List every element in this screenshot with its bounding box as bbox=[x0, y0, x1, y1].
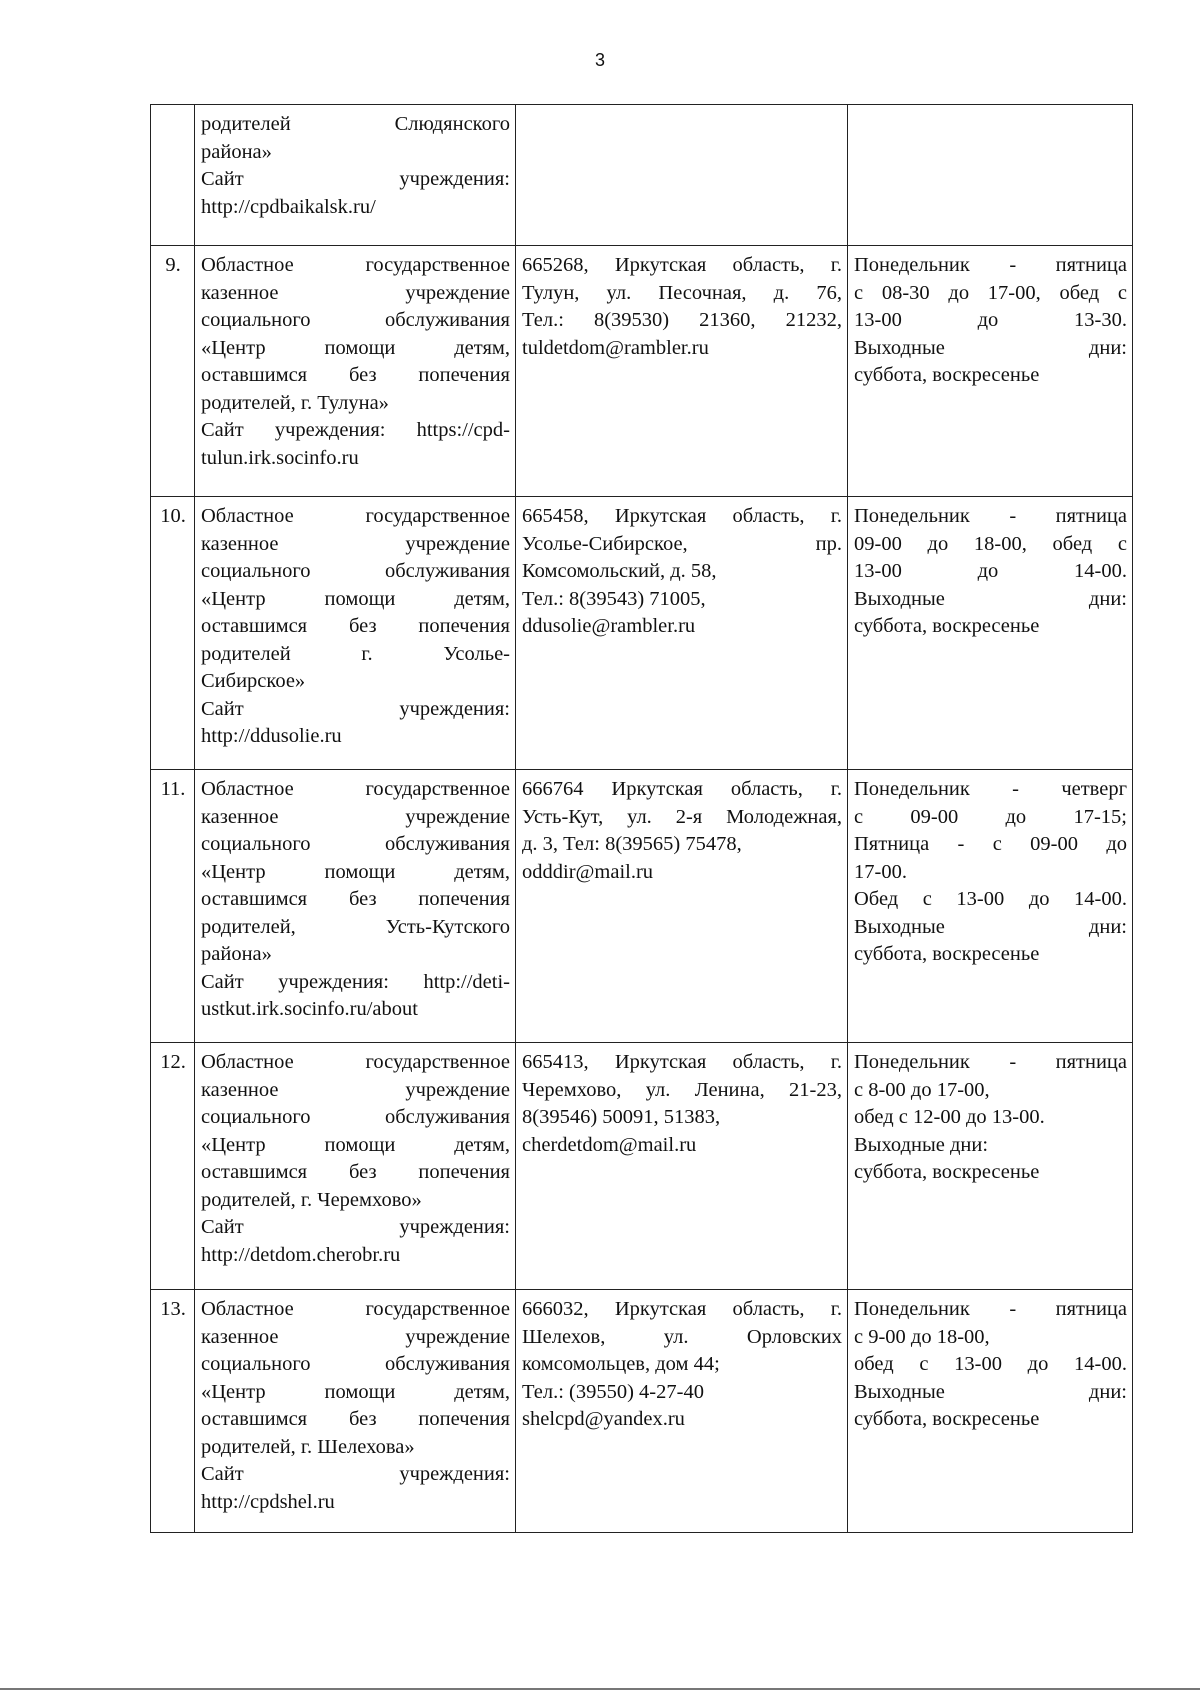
institution-name-line: Сайт учреждения: bbox=[201, 1463, 510, 1485]
working-hours-line: Понедельник - пятница bbox=[854, 1298, 1127, 1320]
working-hours-line: 09-00 до 18-00, обед с bbox=[854, 532, 1127, 555]
working-hours-line: Выходные дни: bbox=[854, 1380, 1127, 1403]
institution-name-line: родителей, г. Тулуна» bbox=[201, 391, 389, 414]
working-hours-cell bbox=[848, 1290, 1133, 1533]
institution-name-line: Областное государственное bbox=[201, 254, 510, 276]
working-hours-line: Понедельник - четверг bbox=[854, 778, 1127, 800]
institution-name-line: социального обслуживания bbox=[201, 1106, 510, 1128]
institution-name-line: района» bbox=[201, 140, 272, 163]
institution-name-line: оставшимся без попечения bbox=[201, 1161, 510, 1183]
address-cell bbox=[516, 1290, 848, 1533]
address-line: д. 3, Тел: 8(39565) 75478, bbox=[522, 833, 742, 855]
page-bottom-rule bbox=[0, 1688, 1200, 1690]
address-line: 665458, Иркутская область, г. bbox=[522, 505, 842, 527]
working-hours-line: с 8-00 до 17-00, bbox=[854, 1078, 990, 1101]
working-hours-cell bbox=[848, 770, 1133, 1043]
address-line: Шелехов, ул. Орловских bbox=[522, 1325, 842, 1348]
address-line: ddusolie@rambler.ru bbox=[522, 615, 696, 637]
row-number: 12. bbox=[151, 1043, 195, 1290]
institution-name-cell bbox=[195, 1043, 516, 1290]
address-line: 666032, Иркутская область, г. bbox=[522, 1298, 842, 1320]
table-row bbox=[151, 246, 1133, 497]
institution-name-line: оставшимся без попечения bbox=[201, 888, 510, 910]
institution-name-line: «Центр помощи детям, bbox=[201, 587, 510, 610]
institution-name-line: оставшимся без попечения bbox=[201, 364, 510, 386]
address-line: комсомольцев, дом 44; bbox=[522, 1353, 720, 1375]
institution-name-line: социального обслуживания bbox=[201, 833, 510, 855]
institution-name-line: Областное государственное bbox=[201, 505, 510, 527]
working-hours-line: Понедельник - пятница bbox=[854, 1051, 1127, 1073]
table-row bbox=[151, 105, 1133, 246]
institution-name-line: казенное учреждение bbox=[201, 1325, 510, 1348]
working-hours-line: 17-00. bbox=[854, 860, 907, 883]
working-hours-line: обед с 13-00 до 14-00. bbox=[854, 1353, 1127, 1375]
page-number: 3 bbox=[594, 50, 605, 70]
table-row bbox=[151, 770, 1133, 1043]
institution-name-line: Сайт учреждения: bbox=[201, 697, 510, 720]
institution-name-cell bbox=[195, 1290, 516, 1533]
institution-name-line: социального обслуживания bbox=[201, 1353, 510, 1375]
working-hours-line: суббота, воскресенье bbox=[854, 615, 1040, 637]
address-line: 665413, Иркутская область, г. bbox=[522, 1051, 842, 1073]
working-hours-line: обед с 12-00 до 13-00. bbox=[854, 1106, 1045, 1128]
row-number bbox=[151, 105, 195, 246]
table-row bbox=[151, 497, 1133, 770]
institution-name-line: Сибирское» bbox=[201, 670, 306, 692]
institution-name-cell bbox=[195, 246, 516, 497]
working-hours-line: Пятница - с 09-00 до bbox=[854, 833, 1127, 855]
working-hours-line: с 08-30 до 17-00, обед с bbox=[854, 281, 1127, 304]
row-number: 11. bbox=[151, 770, 195, 1043]
address-line: odddir@mail.ru bbox=[522, 860, 654, 883]
institution-name-line: родителей г. Усолье- bbox=[201, 642, 510, 665]
address-line: 666764 Иркутская область, г. bbox=[522, 778, 842, 800]
institution-name-line: социального обслуживания bbox=[201, 309, 510, 331]
working-hours-cell bbox=[848, 105, 1133, 246]
working-hours-line: Понедельник - пятница bbox=[854, 254, 1127, 276]
working-hours-line: с 09-00 до 17-15; bbox=[854, 805, 1127, 828]
working-hours-line: Выходные дни: bbox=[854, 336, 1127, 359]
row-number: 13. bbox=[151, 1290, 195, 1533]
institutions-table bbox=[150, 104, 1133, 1533]
working-hours-line: суббота, воскресенье bbox=[854, 1408, 1040, 1430]
working-hours-line: суббота, воскресенье bbox=[854, 943, 1040, 965]
address-line: Тулун, ул. Песочная, д. 76, bbox=[522, 281, 842, 304]
address-line: tuldetdom@rambler.ru bbox=[522, 336, 709, 359]
institution-name-line: социального обслуживания bbox=[201, 560, 510, 582]
working-hours-cell bbox=[848, 246, 1133, 497]
institution-name-line: http://detdom.cherobr.ru bbox=[201, 1243, 401, 1266]
address-line: Тел.: (39550) 4-27-40 bbox=[522, 1380, 704, 1403]
address-line: Усть-Кут, ул. 2-я Молодежная, bbox=[522, 805, 842, 828]
table-row bbox=[151, 1290, 1133, 1533]
institution-name-line: родителей, г. Черемхово» bbox=[201, 1188, 422, 1211]
institution-name-line: казенное учреждение bbox=[201, 281, 510, 304]
institution-name-line: района» bbox=[201, 943, 272, 965]
institution-name-line: оставшимся без попечения bbox=[201, 615, 510, 637]
working-hours-line: с 9-00 до 18-00, bbox=[854, 1325, 990, 1348]
institution-name-line: казенное учреждение bbox=[201, 805, 510, 828]
address-cell bbox=[516, 105, 848, 246]
address-cell bbox=[516, 1043, 848, 1290]
institution-name-cell bbox=[195, 105, 516, 246]
institution-name-line: Сайт учреждения: https://cpd- bbox=[201, 419, 510, 441]
address-cell bbox=[516, 246, 848, 497]
address-cell bbox=[516, 497, 848, 770]
working-hours-line: Выходные дни: bbox=[854, 587, 1127, 610]
institution-name-line: Областное государственное bbox=[201, 778, 510, 800]
address-line: Усолье-Сибирское, пр. bbox=[522, 532, 842, 555]
institution-name-line: http://cpdshel.ru bbox=[201, 1490, 335, 1513]
working-hours-line: 13-00 до 14-00. bbox=[854, 560, 1127, 582]
address-cell bbox=[516, 770, 848, 1043]
institution-name-cell bbox=[195, 770, 516, 1043]
address-line: Тел.: 8(39530) 21360, 21232, bbox=[522, 309, 842, 331]
institution-name-line: http://ddusolie.ru bbox=[201, 725, 342, 747]
institution-name-line: «Центр помощи детям, bbox=[201, 1380, 510, 1403]
institution-name-cell bbox=[195, 497, 516, 770]
institution-name-line: «Центр помощи детям, bbox=[201, 336, 510, 359]
institution-name-line: родителей Слюдянского bbox=[201, 113, 510, 135]
institution-name-line: Областное государственное bbox=[201, 1298, 510, 1320]
institution-name-line: http://cpdbaikalsk.ru/ bbox=[201, 195, 376, 218]
institution-name-line: родителей, Усть-Кутского bbox=[201, 915, 510, 938]
working-hours-line: Понедельник - пятница bbox=[854, 505, 1127, 527]
working-hours-line: суббота, воскресенье bbox=[854, 1161, 1040, 1183]
address-line: 8(39546) 50091, 51383, bbox=[522, 1106, 721, 1128]
address-line: 665268, Иркутская область, г. bbox=[522, 254, 842, 276]
institution-name-line: казенное учреждение bbox=[201, 1078, 510, 1101]
institution-name-line: Сайт учреждения: bbox=[201, 168, 510, 190]
address-line: cherdetdom@mail.ru bbox=[522, 1133, 697, 1156]
address-line: Черемхово, ул. Ленина, 21-23, bbox=[522, 1078, 842, 1101]
institution-name-line: tulun.irk.socinfo.ru bbox=[201, 446, 359, 469]
working-hours-line: Обед с 13-00 до 14-00. bbox=[854, 888, 1127, 910]
table-body bbox=[151, 105, 1133, 1533]
institution-name-line: «Центр помощи детям, bbox=[201, 860, 510, 883]
institution-name-line: «Центр помощи детям, bbox=[201, 1133, 510, 1156]
working-hours-cell bbox=[848, 1043, 1133, 1290]
row-number: 10. bbox=[151, 497, 195, 770]
institution-name-line: родителей, г. Шелехова» bbox=[201, 1435, 415, 1458]
address-line: Комсомольский, д. 58, bbox=[522, 560, 717, 582]
working-hours-cell bbox=[848, 497, 1133, 770]
institution-name-line: Сайт учреждения: http://deti- bbox=[201, 970, 510, 993]
working-hours-line: 13-00 до 13-30. bbox=[854, 309, 1127, 331]
working-hours-line: Выходные дни: bbox=[854, 915, 1127, 938]
institution-name-line: оставшимся без попечения bbox=[201, 1408, 510, 1430]
institution-name-line: Сайт учреждения: bbox=[201, 1216, 510, 1238]
working-hours-line: Выходные дни: bbox=[854, 1133, 989, 1156]
address-line: Тел.: 8(39543) 71005, bbox=[522, 587, 706, 610]
institution-name-line: ustkut.irk.socinfo.ru/about bbox=[201, 998, 418, 1020]
row-number: 9. bbox=[151, 246, 195, 497]
address-line: shelcpd@yandex.ru bbox=[522, 1408, 685, 1430]
institution-name-line: казенное учреждение bbox=[201, 532, 510, 555]
table-row bbox=[151, 1043, 1133, 1290]
working-hours-line: суббота, воскресенье bbox=[854, 364, 1040, 386]
institution-name-line: Областное государственное bbox=[201, 1051, 510, 1073]
